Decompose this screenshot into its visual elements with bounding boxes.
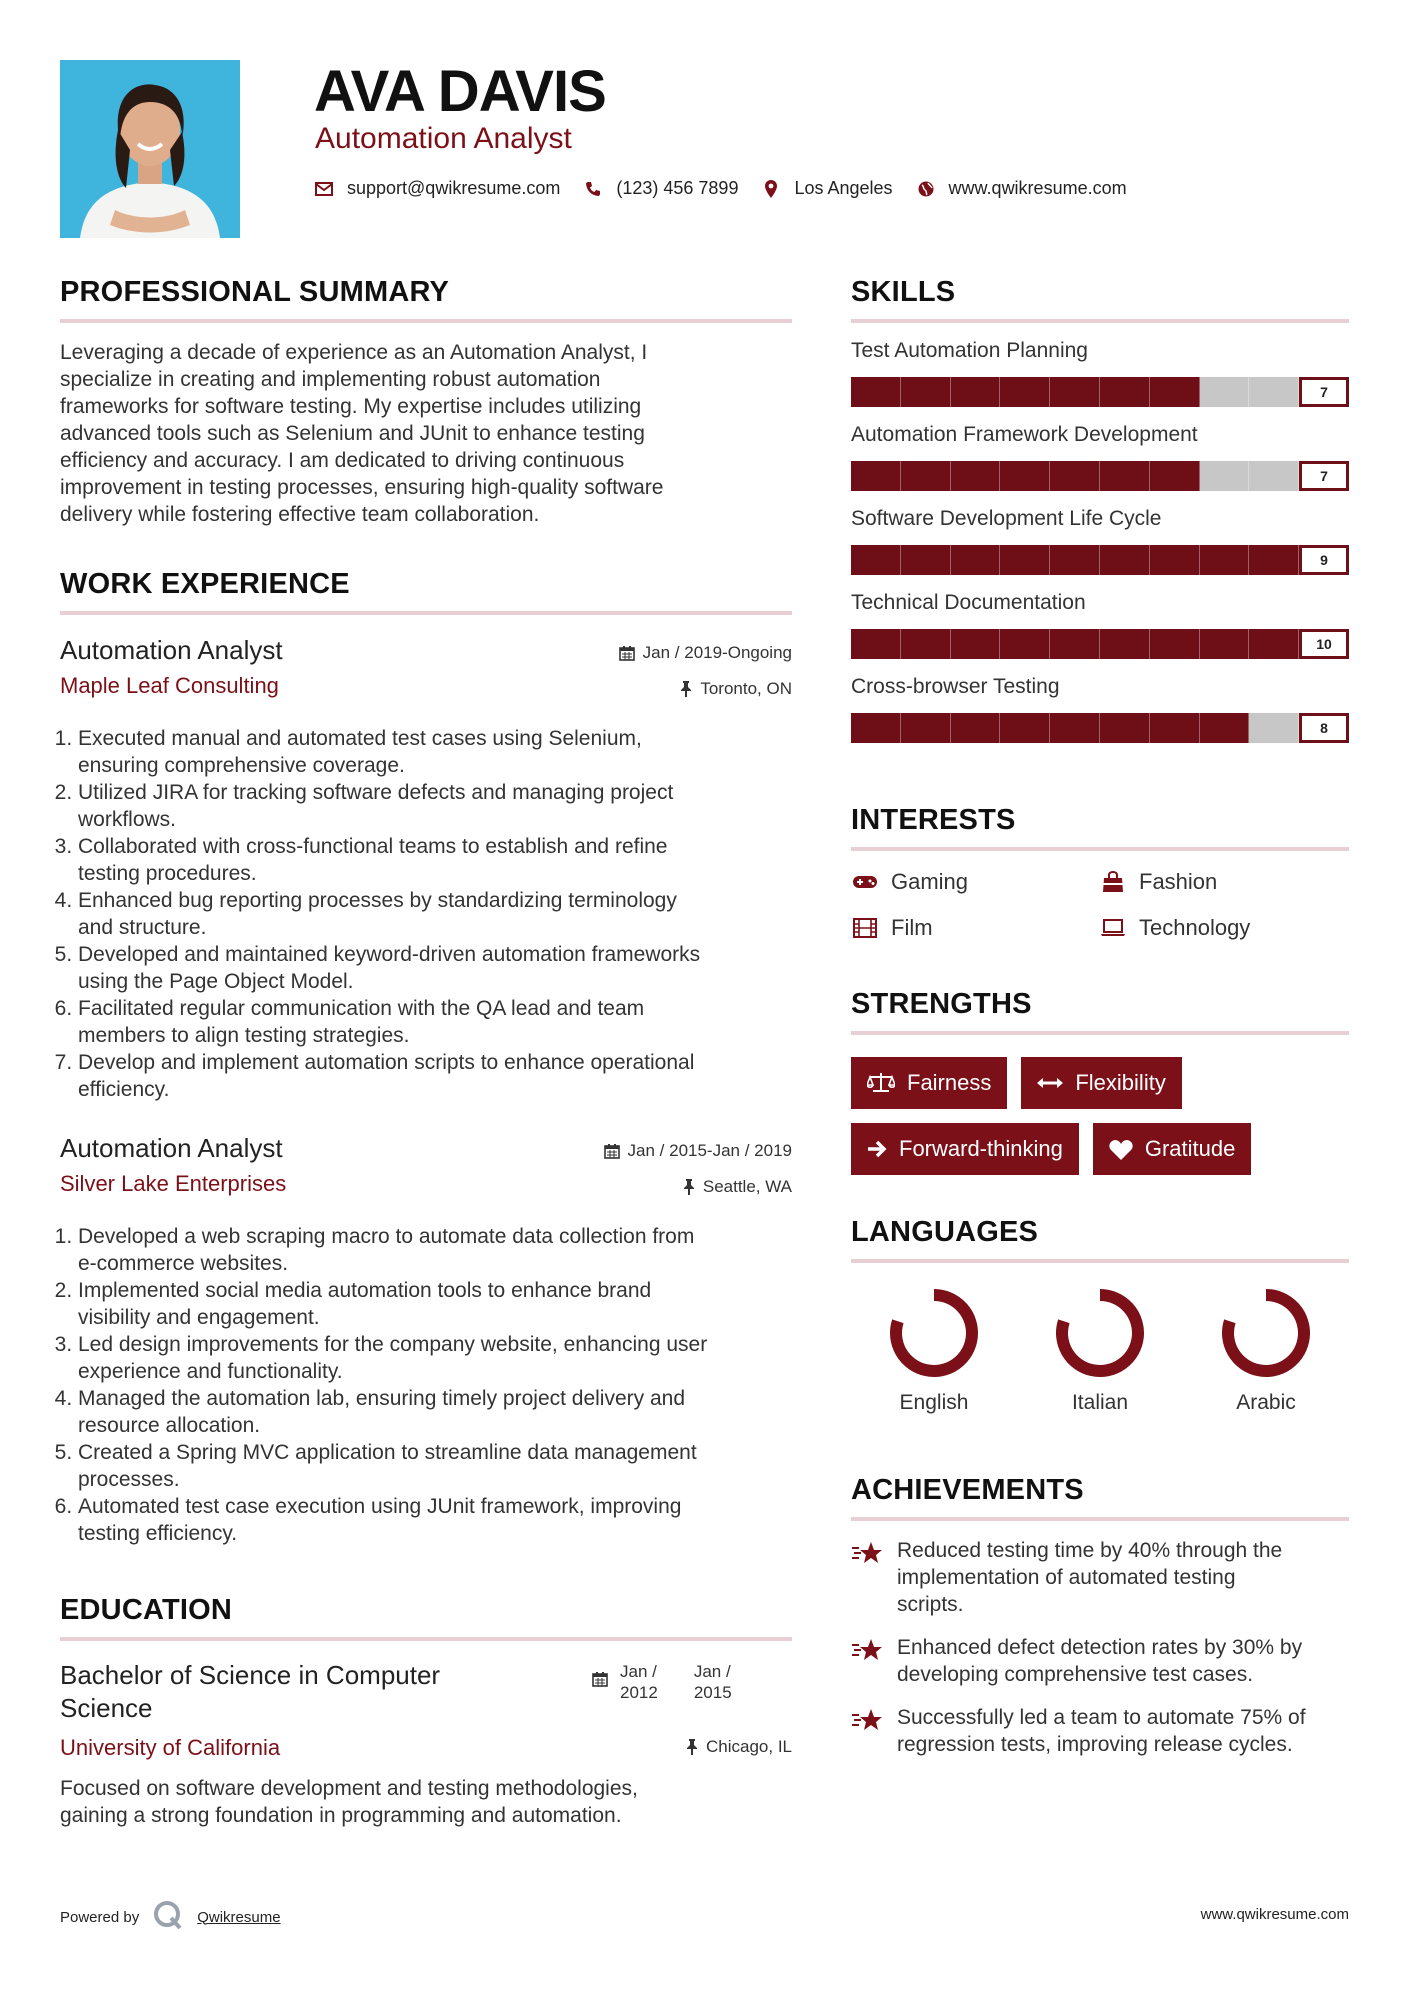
skill-level-value: 10 bbox=[1299, 629, 1349, 659]
summary-line: advanced tools such as Selenium and JUnit to enhance testing bbox=[60, 422, 645, 445]
skill-name: Technical Documentation bbox=[851, 591, 1086, 614]
achievements-list bbox=[851, 1537, 1349, 1758]
achievement-item bbox=[851, 1537, 1349, 1618]
job-header bbox=[60, 635, 792, 705]
skill-bar-segment bbox=[901, 377, 951, 407]
list-item bbox=[78, 995, 792, 1049]
job-location bbox=[683, 1177, 792, 1197]
bullet-line: 5. Created a Spring MVC application to streamline data management bbox=[78, 1441, 697, 1464]
strength-tag bbox=[851, 1057, 1007, 1109]
skill-level-value: 9 bbox=[1299, 545, 1349, 575]
summary-heading: PROFESSIONAL SUMMARY bbox=[60, 276, 450, 308]
summary-divider bbox=[60, 319, 792, 323]
contact-website[interactable]: www.qwikresume.com bbox=[948, 178, 1127, 198]
interests-heading: INTERESTS bbox=[851, 804, 1016, 836]
star-award-icon bbox=[851, 1541, 883, 1618]
interest-item bbox=[1099, 869, 1349, 895]
contact-bar bbox=[315, 178, 1151, 199]
job-location-text: Toronto, ON bbox=[700, 679, 792, 698]
skill-bar-segment bbox=[951, 377, 1001, 407]
interests-grid bbox=[851, 869, 1349, 941]
language-ring-arc bbox=[1228, 1295, 1304, 1371]
skill-bar-segment bbox=[1150, 629, 1200, 659]
balance-scale-icon bbox=[867, 1072, 895, 1094]
skill-name: Software Development Life Cycle bbox=[851, 507, 1162, 530]
experience-heading: WORK EXPERIENCE bbox=[60, 568, 350, 600]
interest-label: Gaming bbox=[891, 869, 969, 894]
interest-item bbox=[851, 915, 1099, 941]
skill-bar-segment bbox=[901, 713, 951, 743]
summary-text bbox=[60, 339, 792, 528]
education-desc-line: gaining a strong foundation in programming and automation. bbox=[60, 1804, 622, 1827]
achievement-text bbox=[897, 1634, 1302, 1688]
languages-divider bbox=[851, 1259, 1349, 1263]
achievement-line: regression tests, improving release cycles. bbox=[897, 1733, 1293, 1756]
bullet-line: processes. bbox=[78, 1468, 180, 1491]
summary-section bbox=[60, 276, 792, 528]
strengths-heading: STRENGTHS bbox=[851, 988, 1032, 1020]
candidate-role: Automation Analyst bbox=[315, 122, 572, 155]
start-month: Jan / bbox=[620, 1662, 657, 1681]
strength-label: Forward-thinking bbox=[899, 1136, 1063, 1161]
skill-bar-segment bbox=[1050, 629, 1100, 659]
end-year: 2015 bbox=[693, 1683, 732, 1702]
bullet-line: 2. Utilized JIRA for tracking software defects and managing project bbox=[78, 781, 674, 804]
list-item bbox=[78, 1439, 792, 1493]
list-item bbox=[78, 779, 792, 833]
skills-heading: SKILLS bbox=[851, 276, 956, 308]
arrow-right-icon bbox=[867, 1140, 887, 1158]
skill-bar bbox=[851, 545, 1349, 575]
phone-icon bbox=[584, 181, 602, 197]
list-item bbox=[78, 941, 792, 995]
strength-label: Flexibility bbox=[1075, 1070, 1166, 1095]
job-date-text: Jan / 2019-Ongoing bbox=[642, 643, 792, 662]
skill-item bbox=[851, 507, 1349, 575]
skill-bar-segment bbox=[1050, 545, 1100, 575]
education-location-text: Chicago, IL bbox=[706, 1737, 792, 1756]
skill-bar-segment bbox=[1249, 713, 1299, 743]
pushpin-icon bbox=[680, 681, 692, 697]
job-title: Automation Analyst bbox=[60, 635, 283, 665]
job-location bbox=[680, 679, 792, 699]
language-ring-arc bbox=[1062, 1295, 1138, 1371]
bullet-line: 1. Executed manual and automated test cases using Selenium, bbox=[78, 727, 642, 750]
language-name: Arabic bbox=[1236, 1391, 1296, 1414]
skill-bar-segment bbox=[1050, 377, 1100, 407]
achievements-section bbox=[851, 1474, 1349, 1758]
education-description bbox=[60, 1775, 638, 1829]
skill-bar-segment bbox=[951, 461, 1001, 491]
pushpin-icon bbox=[686, 1739, 698, 1755]
contact-location: Los Angeles bbox=[794, 178, 893, 198]
interest-item bbox=[851, 869, 1099, 895]
skill-item bbox=[851, 591, 1349, 659]
skill-name: Test Automation Planning bbox=[851, 339, 1088, 362]
skill-bar-segment bbox=[851, 377, 901, 407]
list-item bbox=[78, 1331, 792, 1385]
strength-label: Fairness bbox=[907, 1070, 992, 1095]
bullet-line: resource allocation. bbox=[78, 1414, 261, 1437]
language-name: English bbox=[899, 1391, 969, 1414]
footer-brand-link[interactable]: Qwikresume bbox=[197, 1908, 281, 1926]
skill-bar-segment bbox=[851, 629, 901, 659]
language-ring bbox=[1054, 1287, 1146, 1379]
qwikresume-logo-icon bbox=[153, 1900, 183, 1934]
bullet-line: 1. Developed a web scraping macro to automate data collection from bbox=[78, 1225, 695, 1248]
skill-bar-segment bbox=[1200, 545, 1250, 575]
job-header bbox=[60, 1133, 792, 1203]
bullet-line: and structure. bbox=[78, 916, 207, 939]
skill-bar-segment bbox=[1150, 377, 1200, 407]
skill-bar-segment bbox=[1200, 461, 1250, 491]
bullet-line: 5. Developed and maintained keyword-driven automation frameworks bbox=[78, 943, 701, 966]
powered-by-text: Powered by bbox=[60, 1908, 140, 1926]
skill-bar-segment bbox=[1000, 629, 1050, 659]
heart-icon bbox=[1109, 1139, 1133, 1160]
languages-heading: LANGUAGES bbox=[851, 1216, 1039, 1248]
skill-bar-segment bbox=[1150, 545, 1200, 575]
skill-bar-segment bbox=[901, 545, 951, 575]
skill-bar-segment bbox=[851, 545, 901, 575]
gamepad-icon bbox=[851, 874, 879, 890]
bullet-line: members to align testing strategies. bbox=[78, 1024, 410, 1047]
skill-bar-segment bbox=[1100, 545, 1150, 575]
strengths-section bbox=[851, 988, 1349, 1189]
skill-bar-segment bbox=[951, 545, 1001, 575]
education-entry bbox=[60, 1659, 792, 1859]
achievement-line: scripts. bbox=[897, 1593, 964, 1616]
job-bullets bbox=[60, 725, 792, 1103]
bullet-line: using the Page Object Model. bbox=[78, 970, 354, 993]
skill-bar-segment bbox=[1000, 713, 1050, 743]
achievement-item bbox=[851, 1704, 1349, 1758]
education-desc-line: Focused on software development and testing methodologies, bbox=[60, 1777, 638, 1800]
list-item bbox=[78, 1493, 792, 1547]
bullet-line: workflows. bbox=[78, 808, 177, 831]
achievement-line: Successfully led a team to automate 75% of bbox=[897, 1706, 1306, 1729]
degree-line: Science bbox=[60, 1693, 153, 1723]
calendar-icon bbox=[604, 1143, 620, 1159]
strength-tag bbox=[1093, 1123, 1252, 1175]
job-date bbox=[619, 643, 792, 663]
candidate-name: AVA DAVIS bbox=[314, 59, 606, 124]
skill-bar bbox=[851, 713, 1349, 743]
job-title: Automation Analyst bbox=[60, 1133, 283, 1163]
calendar-icon bbox=[592, 1671, 608, 1703]
skill-bar-segment bbox=[851, 713, 901, 743]
experience-divider bbox=[60, 611, 792, 615]
interest-item bbox=[1099, 915, 1349, 941]
summary-line: specialize in creating and implementing robust automation bbox=[60, 368, 601, 391]
bullet-line: 6. Automated test case execution using JUnit framework, improving bbox=[78, 1495, 682, 1518]
summary-line: frameworks for software testing. My expertise includes utilizing bbox=[60, 395, 642, 418]
skill-level-value: 7 bbox=[1299, 377, 1349, 407]
skill-bar-segment bbox=[1100, 377, 1150, 407]
degree-title bbox=[60, 1659, 440, 1725]
language-ring bbox=[1220, 1287, 1312, 1379]
job-company: Silver Lake Enterprises bbox=[60, 1171, 287, 1196]
bullet-line: testing procedures. bbox=[78, 862, 257, 885]
skill-bar-segment bbox=[951, 713, 1001, 743]
bullet-line: 6. Facilitated regular communication with the QA lead and team bbox=[78, 997, 645, 1020]
achievement-text bbox=[897, 1537, 1282, 1618]
skill-bar-segment bbox=[1249, 545, 1299, 575]
bullet-line: 2. Implemented social media automation tools to enhance brand bbox=[78, 1279, 652, 1302]
shopping-bag-icon bbox=[1099, 871, 1127, 893]
interests-divider bbox=[851, 847, 1349, 851]
bullet-line: visibility and engagement. bbox=[78, 1306, 320, 1329]
job-date-text: Jan / 2015-Jan / 2019 bbox=[627, 1141, 792, 1160]
summary-line: Leveraging a decade of experience as an Automation Analyst, I bbox=[60, 341, 648, 364]
skill-bar-segment bbox=[1000, 545, 1050, 575]
globe-icon bbox=[917, 181, 935, 197]
skills-section bbox=[851, 276, 1349, 743]
skill-bar-segment bbox=[1249, 377, 1299, 407]
skill-bar-segment bbox=[1000, 377, 1050, 407]
footer-url[interactable]: www.qwikresume.com bbox=[1200, 1906, 1349, 1923]
language-item bbox=[1183, 1287, 1349, 1415]
strength-tag bbox=[851, 1123, 1079, 1175]
skill-bar bbox=[851, 377, 1349, 407]
bullet-line: 3. Led design improvements for the company website, enhancing user bbox=[78, 1333, 708, 1356]
interests-section bbox=[851, 804, 1349, 941]
languages-section bbox=[851, 1216, 1349, 1415]
skill-bar-segment bbox=[1050, 461, 1100, 491]
skill-bar-segment bbox=[1100, 713, 1150, 743]
skill-bar-segment bbox=[1050, 713, 1100, 743]
experience-section bbox=[60, 568, 792, 1547]
interest-label: Fashion bbox=[1139, 869, 1218, 894]
language-name: Italian bbox=[1071, 1391, 1129, 1414]
skill-bar-segment bbox=[951, 629, 1001, 659]
bullet-line: ensuring comprehensive coverage. bbox=[78, 754, 405, 777]
language-item bbox=[851, 1287, 1017, 1415]
education-section bbox=[60, 1594, 792, 1859]
skill-bar bbox=[851, 461, 1349, 491]
list-item bbox=[78, 1049, 792, 1103]
skills-list bbox=[851, 339, 1349, 743]
skill-bar-segment bbox=[1249, 461, 1299, 491]
job-company: Maple Leaf Consulting bbox=[60, 673, 279, 698]
job-entry bbox=[60, 635, 792, 1103]
achievement-text bbox=[897, 1704, 1306, 1758]
skill-bar-segment bbox=[901, 461, 951, 491]
skill-bar-segment bbox=[1200, 629, 1250, 659]
language-ring-arc bbox=[896, 1295, 972, 1371]
contact-phone[interactable]: (123) 456 7899 bbox=[616, 178, 739, 198]
skill-bar-segment bbox=[1150, 713, 1200, 743]
skill-name: Automation Framework Development bbox=[851, 423, 1198, 446]
star-award-icon bbox=[851, 1638, 883, 1688]
skill-bar-segment bbox=[901, 629, 951, 659]
strengths-tags bbox=[851, 1057, 1349, 1189]
job-bullets bbox=[60, 1223, 792, 1547]
footer-powered-by bbox=[60, 1900, 281, 1934]
degree-line: Bachelor of Science in Computer bbox=[60, 1660, 441, 1690]
skill-name: Cross-browser Testing bbox=[851, 675, 1060, 698]
skills-divider bbox=[851, 319, 1349, 323]
strength-label: Gratitude bbox=[1144, 1136, 1236, 1161]
skill-bar-segment bbox=[1200, 713, 1250, 743]
achievement-line: Enhanced defect detection rates by 30% by bbox=[897, 1636, 1303, 1659]
job-date bbox=[604, 1141, 792, 1161]
achievement-line: Reduced testing time by 40% through the bbox=[897, 1539, 1283, 1562]
bullet-line: experience and functionality. bbox=[78, 1360, 343, 1383]
bullet-line: efficiency. bbox=[78, 1078, 170, 1101]
achievement-line: implementation of automated testing bbox=[897, 1566, 1236, 1589]
strengths-divider bbox=[851, 1031, 1349, 1035]
skill-item bbox=[851, 675, 1349, 743]
job-entry bbox=[60, 1133, 792, 1547]
pushpin-icon bbox=[683, 1179, 695, 1195]
skill-bar-segment bbox=[851, 461, 901, 491]
calendar-icon bbox=[619, 645, 635, 661]
arrows-horizontal-icon bbox=[1037, 1076, 1063, 1090]
bullet-line: 4. Managed the automation lab, ensuring timely project delivery and bbox=[78, 1387, 686, 1410]
contact-email[interactable]: support@qwikresume.com bbox=[347, 178, 561, 198]
start-year: 2012 bbox=[620, 1683, 658, 1702]
education-start bbox=[620, 1661, 658, 1703]
skill-bar-segment bbox=[1100, 629, 1150, 659]
list-item bbox=[78, 833, 792, 887]
skill-bar bbox=[851, 629, 1349, 659]
skill-item bbox=[851, 423, 1349, 491]
bullet-line: e-commerce websites. bbox=[78, 1252, 289, 1275]
achievements-heading: ACHIEVEMENTS bbox=[851, 1474, 1084, 1506]
achievements-divider bbox=[851, 1517, 1349, 1521]
strength-tag bbox=[1021, 1057, 1181, 1109]
skill-bar-segment bbox=[1000, 461, 1050, 491]
skill-bar-segment bbox=[1100, 461, 1150, 491]
summary-line: improvement in testing processes, ensuring high-quality software bbox=[60, 476, 664, 499]
education-location bbox=[686, 1737, 792, 1757]
languages-list bbox=[851, 1287, 1349, 1415]
skill-bar-segment bbox=[1249, 629, 1299, 659]
education-heading: EDUCATION bbox=[60, 1594, 233, 1626]
end-month: Jan / bbox=[693, 1662, 731, 1681]
star-award-icon bbox=[851, 1708, 883, 1758]
interest-label: Technology bbox=[1139, 915, 1251, 940]
map-marker-icon bbox=[762, 180, 780, 198]
envelope-icon bbox=[315, 182, 333, 196]
bullet-line: 4. Enhanced bug reporting processes by standardizing terminology bbox=[78, 889, 677, 912]
education-dates bbox=[592, 1661, 732, 1703]
bullet-line: 7. Develop and implement automation scripts to enhance operational bbox=[78, 1051, 695, 1074]
education-divider bbox=[60, 1637, 792, 1641]
bullet-line: 3. Collaborated with cross-functional teams to establish and refine bbox=[78, 835, 668, 858]
summary-line: efficiency and accuracy. I am dedicated to driving continuous bbox=[60, 449, 625, 472]
list-item bbox=[78, 725, 792, 779]
bullet-line: testing efficiency. bbox=[78, 1522, 238, 1545]
skill-item bbox=[851, 339, 1349, 407]
interest-label: Film bbox=[891, 915, 933, 940]
language-item bbox=[1017, 1287, 1183, 1415]
list-item bbox=[78, 1277, 792, 1331]
education-end bbox=[694, 1661, 732, 1703]
job-location-text: Seattle, WA bbox=[702, 1177, 792, 1196]
profile-photo bbox=[60, 60, 240, 238]
profile-photo-illustration bbox=[60, 60, 240, 238]
skill-level-value: 7 bbox=[1299, 461, 1349, 491]
list-item bbox=[78, 887, 792, 941]
achievement-item bbox=[851, 1634, 1349, 1688]
school-name: University of California bbox=[60, 1735, 281, 1760]
list-item bbox=[78, 1385, 792, 1439]
skill-bar-segment bbox=[1200, 377, 1250, 407]
language-ring bbox=[888, 1287, 980, 1379]
achievement-line: developing comprehensive test cases. bbox=[897, 1663, 1254, 1686]
laptop-icon bbox=[1099, 919, 1127, 937]
film-icon bbox=[851, 918, 879, 938]
skill-bar-segment bbox=[1150, 461, 1200, 491]
list-item bbox=[78, 1223, 792, 1277]
summary-line: delivery while fostering effective team collaboration. bbox=[60, 503, 540, 526]
skill-level-value: 8 bbox=[1299, 713, 1349, 743]
